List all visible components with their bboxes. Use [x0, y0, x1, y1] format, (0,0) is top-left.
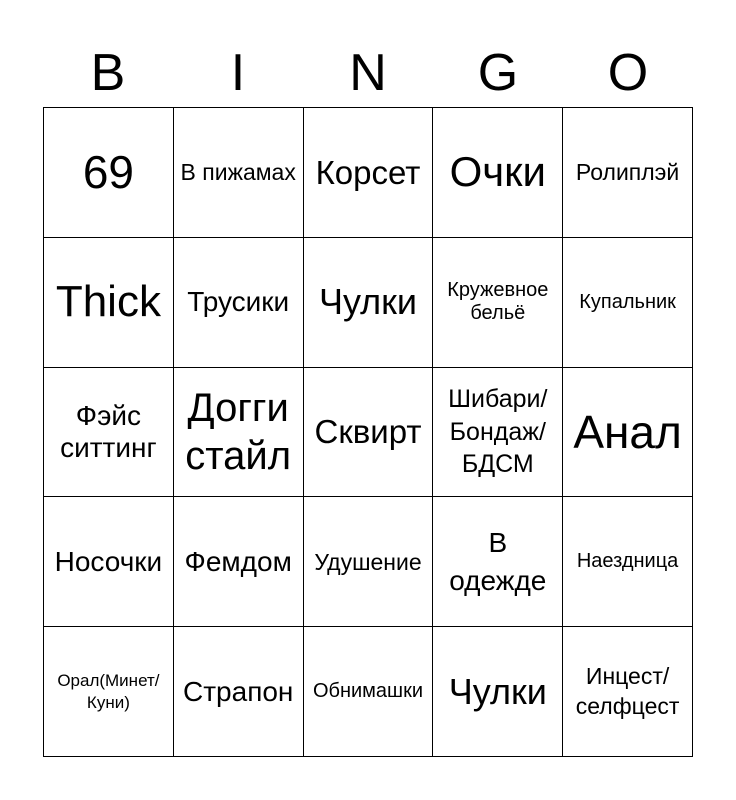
bingo-cell[interactable]	[563, 497, 693, 627]
bingo-cell[interactable]	[433, 368, 563, 498]
bingo-cell[interactable]	[433, 497, 563, 627]
cell-text: Чулки	[318, 281, 418, 323]
bingo-cell[interactable]	[433, 627, 563, 757]
cell-text: Инцест/ селфцест	[575, 662, 680, 719]
bingo-cell[interactable]	[563, 238, 693, 368]
cell-text: Шибари/ Бондаж/ БДСМ	[448, 385, 548, 479]
bingo-header	[43, 42, 693, 104]
cell-text: Анал	[573, 405, 682, 458]
bingo-cell[interactable]	[44, 368, 174, 498]
bingo-cell[interactable]	[563, 627, 693, 757]
bingo-cell[interactable]	[563, 108, 693, 238]
bingo-cell[interactable]	[44, 238, 174, 368]
bingo-cell[interactable]	[44, 497, 174, 627]
cell-text: Ролиплэй	[575, 159, 680, 186]
bingo-cell[interactable]	[174, 497, 304, 627]
bingo-cell[interactable]	[563, 368, 693, 498]
bingo-cell[interactable]	[174, 108, 304, 238]
cell-text: Обнимашки	[312, 680, 424, 703]
cell-text: Трусики	[187, 286, 290, 318]
header-letter-o: O	[607, 44, 649, 102]
cell-text: Фемдом	[184, 545, 292, 577]
bingo-cell[interactable]	[433, 108, 563, 238]
cell-text: Сквирт	[314, 413, 422, 451]
header-letter-n: N	[349, 44, 387, 102]
bingo-cell[interactable]	[174, 627, 304, 757]
header-letter-g: G	[477, 44, 519, 102]
bingo-cell[interactable]	[304, 497, 434, 627]
cell-text: Наездница	[576, 550, 679, 573]
bingo-grid	[43, 107, 693, 757]
cell-text: Кружевное бельё	[447, 279, 549, 325]
bingo-cell[interactable]	[304, 108, 434, 238]
cell-text: 69	[82, 145, 134, 198]
cell-text: Орал(Минет/ Куни)	[57, 670, 160, 712]
bingo-cell[interactable]	[174, 238, 304, 368]
bingo-cell[interactable]	[433, 238, 563, 368]
bingo-cell[interactable]	[304, 627, 434, 757]
header-letter-b: B	[90, 44, 126, 102]
cell-text: Чулки	[448, 670, 547, 712]
cell-text: В пижамах	[180, 159, 296, 186]
cell-text: Догги стайл	[185, 385, 292, 478]
bingo-cell[interactable]	[304, 238, 434, 368]
cell-text: Thick	[55, 276, 161, 326]
bingo-cell[interactable]	[304, 368, 434, 498]
bingo-cell[interactable]	[44, 627, 174, 757]
cell-text: Фэйс ситтинг	[60, 399, 157, 463]
cell-text: Корсет	[315, 153, 421, 191]
bingo-cell[interactable]	[44, 108, 174, 238]
cell-text: Страпон	[183, 675, 294, 707]
cell-text: Носочки	[54, 545, 163, 577]
bingo-cell[interactable]	[174, 368, 304, 498]
cell-text: Удушение	[314, 548, 422, 575]
cell-text: Очки	[449, 148, 546, 196]
cell-text: В одежде	[449, 526, 547, 596]
header-letter-i: I	[230, 44, 246, 102]
cell-text: Купальник	[579, 290, 676, 313]
